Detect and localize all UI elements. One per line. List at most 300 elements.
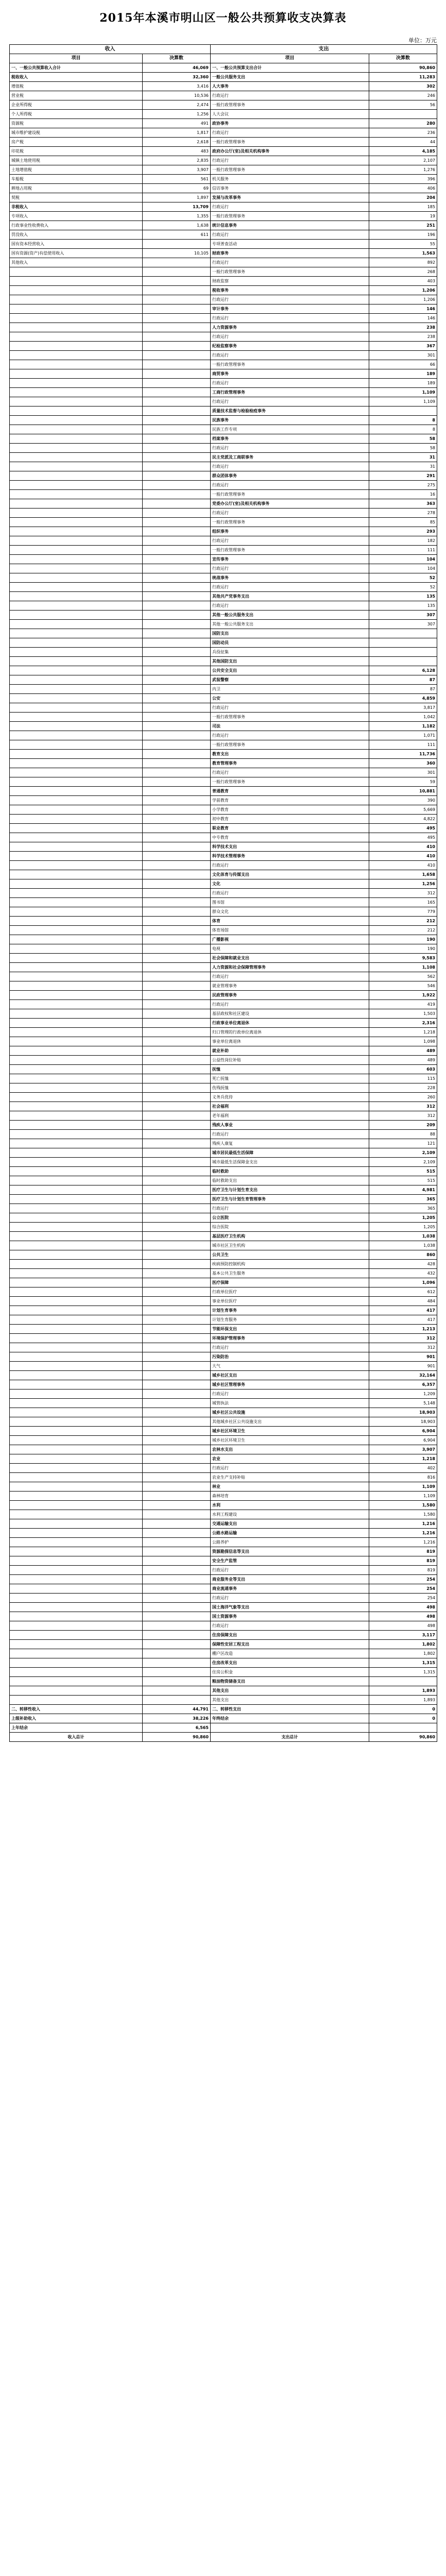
expense-item-cell: 公路水路运输: [211, 1529, 369, 1538]
income-amount-cell: [143, 1185, 211, 1195]
income-amount-cell: [143, 1547, 211, 1556]
table-row: [10, 323, 437, 332]
income-item-cell: [10, 833, 143, 842]
income-amount-cell: [143, 1427, 211, 1436]
table-row: [10, 1556, 437, 1566]
expense-amount-cell: 66: [369, 360, 437, 369]
expense-item-cell: 城乡社区支出: [211, 1371, 369, 1380]
expense-amount-cell: 56: [369, 100, 437, 110]
income-amount-cell: [143, 685, 211, 694]
income-amount-cell: 491: [143, 119, 211, 128]
table-row: [10, 1139, 437, 1148]
income-item-cell: [10, 685, 143, 694]
table-row: [10, 1195, 437, 1204]
income-item-cell: [10, 471, 143, 481]
income-item-cell: [10, 1621, 143, 1631]
expense-amount-cell: 612: [369, 1287, 437, 1297]
income-item-cell: 资源税: [10, 119, 143, 128]
income-item-cell: [10, 1677, 143, 1686]
expense-item-cell: 发展与改革事务: [211, 193, 369, 202]
expense-item-cell: 城市社区卫生机构: [211, 1241, 369, 1250]
table-row: [10, 917, 437, 926]
expense-amount-cell: 307: [369, 620, 437, 629]
income-item-cell: [10, 1575, 143, 1584]
expense-item-cell: 医疗保障: [211, 1278, 369, 1287]
expense-item-cell: 职业教育: [211, 824, 369, 833]
table-row: [10, 1445, 437, 1454]
table-row: [10, 1464, 437, 1473]
income-amount-cell: [143, 1482, 211, 1492]
table-row: [10, 1436, 437, 1445]
expense-amount-cell: 402: [369, 1464, 437, 1473]
income-item-cell: [10, 954, 143, 963]
expense-item-cell: 大气: [211, 1362, 369, 1371]
income-item-cell: [10, 499, 143, 509]
income-item-cell: [10, 861, 143, 870]
expense-item-cell: 医疗卫生与计划生育管理事务: [211, 1195, 369, 1204]
income-item-cell: [10, 1019, 143, 1028]
table-row: [10, 1649, 437, 1658]
income-item-cell: 罚没收入: [10, 230, 143, 240]
income-amount-cell: [143, 666, 211, 675]
income-amount-cell: [143, 240, 211, 249]
income-amount-cell: [143, 1668, 211, 1677]
table-row: [10, 286, 437, 295]
income-amount-cell: [143, 1594, 211, 1603]
expense-amount-cell: 4,981: [369, 1185, 437, 1195]
income-amount-cell: [143, 824, 211, 833]
expense-item-cell: 政协事务: [211, 119, 369, 128]
expense-amount-cell: 819: [369, 1556, 437, 1566]
income-item-cell: [10, 601, 143, 611]
income-amount-cell: [143, 1056, 211, 1065]
expense-amount-cell: 1,216: [369, 1519, 437, 1529]
income-amount-cell: 10,536: [143, 91, 211, 100]
expense-amount-cell: 212: [369, 917, 437, 926]
expense-item-cell: 粮油物资储备支出: [211, 1677, 369, 1686]
expense-amount-cell: 3,907: [369, 1445, 437, 1454]
income-amount-cell: [143, 713, 211, 722]
expense-item-cell: 城市居民最低生活保障: [211, 1148, 369, 1158]
income-item-cell: [10, 583, 143, 592]
expense-item-cell: 森林培育: [211, 1492, 369, 1501]
table-row: [10, 100, 437, 110]
expense-item-cell: 其他城乡社区公共设施支出: [211, 1417, 369, 1427]
table-row: [10, 713, 437, 722]
summary-expense-item-cell: 二、转移性支出: [211, 1705, 369, 1714]
income-amount-cell: [143, 796, 211, 805]
expense-amount-cell: 228: [369, 1083, 437, 1093]
income-amount-cell: [143, 1529, 211, 1538]
income-item-cell: [10, 1287, 143, 1297]
income-amount-cell: [143, 1464, 211, 1473]
income-item-cell: 耕地占用税: [10, 184, 143, 193]
income-amount-cell: [143, 453, 211, 462]
table-row: [10, 499, 437, 509]
table-row: [10, 1102, 437, 1111]
income-item-cell: [10, 722, 143, 731]
expense-amount-cell: 1,213: [369, 1325, 437, 1334]
income-item-cell: [10, 332, 143, 342]
income-item-cell: 契税: [10, 193, 143, 202]
table-row: [10, 833, 437, 842]
income-amount-cell: [143, 1046, 211, 1056]
table-row: [10, 277, 437, 286]
income-item-cell: [10, 1649, 143, 1658]
table-row: [10, 63, 437, 73]
income-amount-cell: [143, 388, 211, 397]
income-amount-cell: [143, 917, 211, 926]
table-row: [10, 314, 437, 323]
expense-item-cell: 行政运行: [211, 351, 369, 360]
expense-amount-cell: 1,503: [369, 1009, 437, 1019]
income-amount-cell: [143, 1093, 211, 1102]
income-item-cell: [10, 1594, 143, 1603]
expense-amount-cell: 2,109: [369, 1148, 437, 1158]
income-amount-cell: [143, 722, 211, 731]
expense-item-cell: 行政运行: [211, 481, 369, 490]
income-amount-cell: [143, 1454, 211, 1464]
income-item-cell: [10, 1093, 143, 1102]
income-item-cell: [10, 1519, 143, 1529]
income-item-cell: [10, 740, 143, 750]
income-amount-cell: [143, 444, 211, 453]
table-row: [10, 657, 437, 666]
income-item-cell: [10, 1000, 143, 1009]
expense-item-cell: 节能环保支出: [211, 1325, 369, 1334]
income-item-cell: [10, 1102, 143, 1111]
table-row: [10, 481, 437, 490]
expense-item-cell: 国土资源事务: [211, 1612, 369, 1621]
table-row: [10, 369, 437, 379]
expense-item-cell: 电视: [211, 944, 369, 954]
expense-amount-cell: 489: [369, 1056, 437, 1065]
expense-item-cell: 教育支出: [211, 750, 369, 759]
table-row: [10, 509, 437, 518]
income-item-cell: [10, 1436, 143, 1445]
income-item-cell: [10, 1538, 143, 1547]
income-amount-cell: [143, 1019, 211, 1028]
table-row: [10, 685, 437, 694]
table-row: [10, 1584, 437, 1594]
table-row: [10, 981, 437, 991]
expense-amount-cell: 1,038: [369, 1241, 437, 1250]
expense-amount-cell: 301: [369, 351, 437, 360]
expense-amount-cell: 2,107: [369, 156, 437, 165]
income-amount-cell: [143, 935, 211, 944]
income-item-cell: [10, 434, 143, 444]
income-item-cell: [10, 1260, 143, 1269]
income-amount-cell: [143, 434, 211, 444]
table-row: [10, 1631, 437, 1640]
income-item-header: 项目: [10, 54, 143, 63]
expense-amount-cell: 307: [369, 611, 437, 620]
expense-item-cell: 初中教育: [211, 815, 369, 824]
table-row: [10, 1380, 437, 1389]
income-amount-cell: 1,897: [143, 193, 211, 202]
table-row: [10, 666, 437, 675]
table-row: [10, 267, 437, 277]
income-item-cell: [10, 991, 143, 1000]
expense-amount-cell: 1,315: [369, 1658, 437, 1668]
expense-item-cell: 统战事务: [211, 573, 369, 583]
expense-item-cell: 残疾人康复: [211, 1139, 369, 1148]
table-row: [10, 202, 437, 212]
income-amount-cell: [143, 471, 211, 481]
income-item-cell: [10, 536, 143, 546]
income-item-cell: [10, 1232, 143, 1241]
income-item-cell: [10, 1640, 143, 1649]
income-amount-cell: [143, 750, 211, 759]
income-item-cell: [10, 1009, 143, 1019]
table-row: [10, 1696, 437, 1705]
income-amount-cell: [143, 1009, 211, 1019]
expense-amount-cell: 2,109: [369, 1158, 437, 1167]
expense-amount-cell: 182: [369, 536, 437, 546]
income-item-cell: [10, 1056, 143, 1065]
expense-amount-cell: 1,658: [369, 870, 437, 879]
income-amount-cell: [143, 1037, 211, 1046]
summary-income-item-cell: 二、转移性收入: [10, 1705, 143, 1714]
table-row: [10, 1371, 437, 1380]
expense-amount-cell: 2,316: [369, 1019, 437, 1028]
expense-item-cell: 行政运行: [211, 1389, 369, 1399]
table-row: [10, 861, 437, 870]
table-row: [10, 889, 437, 898]
income-amount-cell: [143, 981, 211, 991]
table-row: [10, 138, 437, 147]
income-item-cell: [10, 379, 143, 388]
income-amount-cell: 2,474: [143, 100, 211, 110]
income-amount-cell: [143, 1556, 211, 1566]
table-row: [10, 768, 437, 777]
table-row: [10, 1510, 437, 1519]
table-row: [10, 258, 437, 267]
income-item-cell: [10, 1315, 143, 1325]
expense-amount-cell: 268: [369, 267, 437, 277]
table-row: [10, 527, 437, 536]
expense-amount-cell: 1,108: [369, 963, 437, 972]
expense-amount-cell: 410: [369, 852, 437, 861]
table-row: [10, 1148, 437, 1158]
income-amount-cell: [143, 295, 211, 304]
expense-item-cell: 其他国防支出: [211, 657, 369, 666]
income-amount-cell: [143, 1213, 211, 1223]
expense-amount-cell: 419: [369, 1000, 437, 1009]
income-item-cell: [10, 425, 143, 434]
expense-item-cell: 残疾人事业: [211, 1121, 369, 1130]
income-item-cell: [10, 889, 143, 898]
income-amount-cell: 2,835: [143, 156, 211, 165]
expense-amount-cell: 5,669: [369, 805, 437, 815]
expense-item-cell: 行政运行: [211, 731, 369, 740]
expense-item-cell: 学前教育: [211, 796, 369, 805]
expense-amount-cell: 495: [369, 833, 437, 842]
income-item-cell: 个人所得税: [10, 110, 143, 119]
table-row: [10, 972, 437, 981]
expense-item-cell: 一般行政管理事务: [211, 518, 369, 527]
expense-item-cell: 工商行政管理事务: [211, 388, 369, 397]
table-row: [10, 1167, 437, 1176]
income-amount-cell: 13,709: [143, 202, 211, 212]
income-amount-cell: [143, 759, 211, 768]
income-amount-cell: [143, 1621, 211, 1631]
income-amount-cell: [143, 1065, 211, 1074]
table-row: [10, 1594, 437, 1603]
expense-item-cell: 计划生育服务: [211, 1315, 369, 1325]
expense-item-cell: 民族工作专项: [211, 425, 369, 434]
expense-amount-cell: 1,216: [369, 1529, 437, 1538]
income-item-cell: [10, 1121, 143, 1130]
table-row: [10, 1399, 437, 1408]
income-item-cell: [10, 1111, 143, 1121]
income-item-cell: 城市维护建设税: [10, 128, 143, 138]
expense-amount-cell: 1,315: [369, 1668, 437, 1677]
expense-amount-cell: 104: [369, 564, 437, 573]
income-amount-cell: [143, 1000, 211, 1009]
expense-amount-cell: 312: [369, 1102, 437, 1111]
summary-expense-item-cell: [211, 1723, 369, 1733]
income-amount-cell: [143, 1223, 211, 1232]
income-item-cell: 税收收入: [10, 73, 143, 82]
summary-row: [10, 1714, 437, 1723]
expense-amount-cell: 238: [369, 332, 437, 342]
table-row: [10, 73, 437, 82]
table-row: [10, 1473, 437, 1482]
table-row: [10, 583, 437, 592]
expense-item-cell: 普通教育: [211, 787, 369, 796]
expense-item-cell: 一般行政管理事务: [211, 267, 369, 277]
summary-income-amount-cell: 38,226: [143, 1714, 211, 1723]
income-amount-cell: [143, 1158, 211, 1167]
table-row: [10, 870, 437, 879]
expense-item-cell: 抚恤: [211, 1065, 369, 1074]
summary-expense-amount-cell: 0: [369, 1705, 437, 1714]
income-item-cell: 房产税: [10, 138, 143, 147]
expense-amount-cell: 278: [369, 509, 437, 518]
expense-item-cell: 群众团体事务: [211, 471, 369, 481]
income-item-cell: [10, 1176, 143, 1185]
income-item-cell: [10, 1241, 143, 1250]
table-row: [10, 1083, 437, 1093]
table-row: [10, 1297, 437, 1306]
expense-item-cell: 临时救助: [211, 1167, 369, 1176]
expense-amount-cell: 280: [369, 119, 437, 128]
expense-item-cell: 行政运行: [211, 230, 369, 240]
table-row: [10, 1204, 437, 1213]
table-row: [10, 397, 437, 406]
expense-amount-cell: 1,042: [369, 713, 437, 722]
expense-amount-cell: 816: [369, 1473, 437, 1482]
expense-amount-cell: 1,096: [369, 1278, 437, 1287]
table-row: [10, 332, 437, 342]
table-row: [10, 462, 437, 471]
expense-item-cell: 广播影视: [211, 935, 369, 944]
income-item-cell: [10, 267, 143, 277]
income-amount-cell: [143, 416, 211, 425]
table-row: [10, 156, 437, 165]
income-item-cell: [10, 323, 143, 332]
income-amount-cell: [143, 1408, 211, 1417]
expense-item-cell: 商贸事务: [211, 369, 369, 379]
expense-item-cell: 行政运行: [211, 1566, 369, 1575]
income-amount-cell: [143, 842, 211, 852]
income-item-cell: [10, 787, 143, 796]
income-amount-cell: [143, 1436, 211, 1445]
expense-item-cell: 农业生产支持补贴: [211, 1473, 369, 1482]
income-item-cell: [10, 981, 143, 991]
expense-item-cell: 行政运行: [211, 295, 369, 304]
income-amount-cell: [143, 1287, 211, 1297]
expense-amount-cell: 87: [369, 685, 437, 694]
income-item-cell: [10, 842, 143, 852]
income-item-cell: [10, 944, 143, 954]
table-row: [10, 1362, 437, 1371]
expense-item-cell: 城乡社区环境卫生: [211, 1436, 369, 1445]
expense-item-cell: 行政运行: [211, 1464, 369, 1473]
income-item-cell: [10, 1556, 143, 1566]
table-row: [10, 954, 437, 963]
total-expense-label: 支出总计: [211, 1733, 369, 1742]
income-amount-cell: [143, 1269, 211, 1278]
table-row: [10, 1250, 437, 1260]
income-amount-cell: [143, 1473, 211, 1482]
table-row: [10, 675, 437, 685]
expense-amount-cell: 6,128: [369, 666, 437, 675]
income-amount-cell: [143, 926, 211, 935]
expense-amount-cell: 85: [369, 518, 437, 527]
expense-amount-cell: 390: [369, 796, 437, 805]
expense-amount-cell: 1,218: [369, 1454, 437, 1464]
summary-expense-amount-cell: [369, 1723, 437, 1733]
expense-amount-cell: 432: [369, 1269, 437, 1278]
expense-item-cell: 社会保障和就业支出: [211, 954, 369, 963]
income-amount-cell: [143, 1492, 211, 1501]
expense-item-cell: 住房公积金: [211, 1668, 369, 1677]
expense-item-cell: 行政运行: [211, 91, 369, 100]
expense-amount-cell: 819: [369, 1566, 437, 1575]
income-item-cell: [10, 314, 143, 323]
expense-amount-cell: 1,109: [369, 1492, 437, 1501]
income-item-cell: [10, 713, 143, 722]
expense-item-cell: 司法: [211, 722, 369, 731]
expense-amount-cell: 498: [369, 1612, 437, 1621]
table-row: [10, 91, 437, 100]
expense-item-cell: 行政运行: [211, 128, 369, 138]
income-amount-cell: [143, 675, 211, 685]
income-item-cell: [10, 1278, 143, 1287]
income-item-cell: [10, 620, 143, 629]
expense-amount-cell: 6,904: [369, 1436, 437, 1445]
income-amount-cell: [143, 1083, 211, 1093]
table-row: [10, 842, 437, 852]
table-row: [10, 1519, 437, 1529]
expense-item-cell: 公益性岗位补贴: [211, 1056, 369, 1065]
income-item-cell: [10, 657, 143, 666]
income-amount-cell: [143, 564, 211, 573]
expense-amount-cell: 484: [369, 1297, 437, 1306]
expense-amount-cell: 1,580: [369, 1510, 437, 1519]
expense-amount-cell: 1,109: [369, 388, 437, 397]
table-row: [10, 620, 437, 629]
expense-amount-cell: 498: [369, 1603, 437, 1612]
income-amount-cell: [143, 1658, 211, 1668]
expense-amount-cell: 6,904: [369, 1427, 437, 1436]
expense-item-cell: 基本公共卫生服务: [211, 1269, 369, 1278]
income-item-cell: [10, 1185, 143, 1195]
expense-amount-cell: 860: [369, 1250, 437, 1260]
expense-item-cell: 伤残抚恤: [211, 1083, 369, 1093]
